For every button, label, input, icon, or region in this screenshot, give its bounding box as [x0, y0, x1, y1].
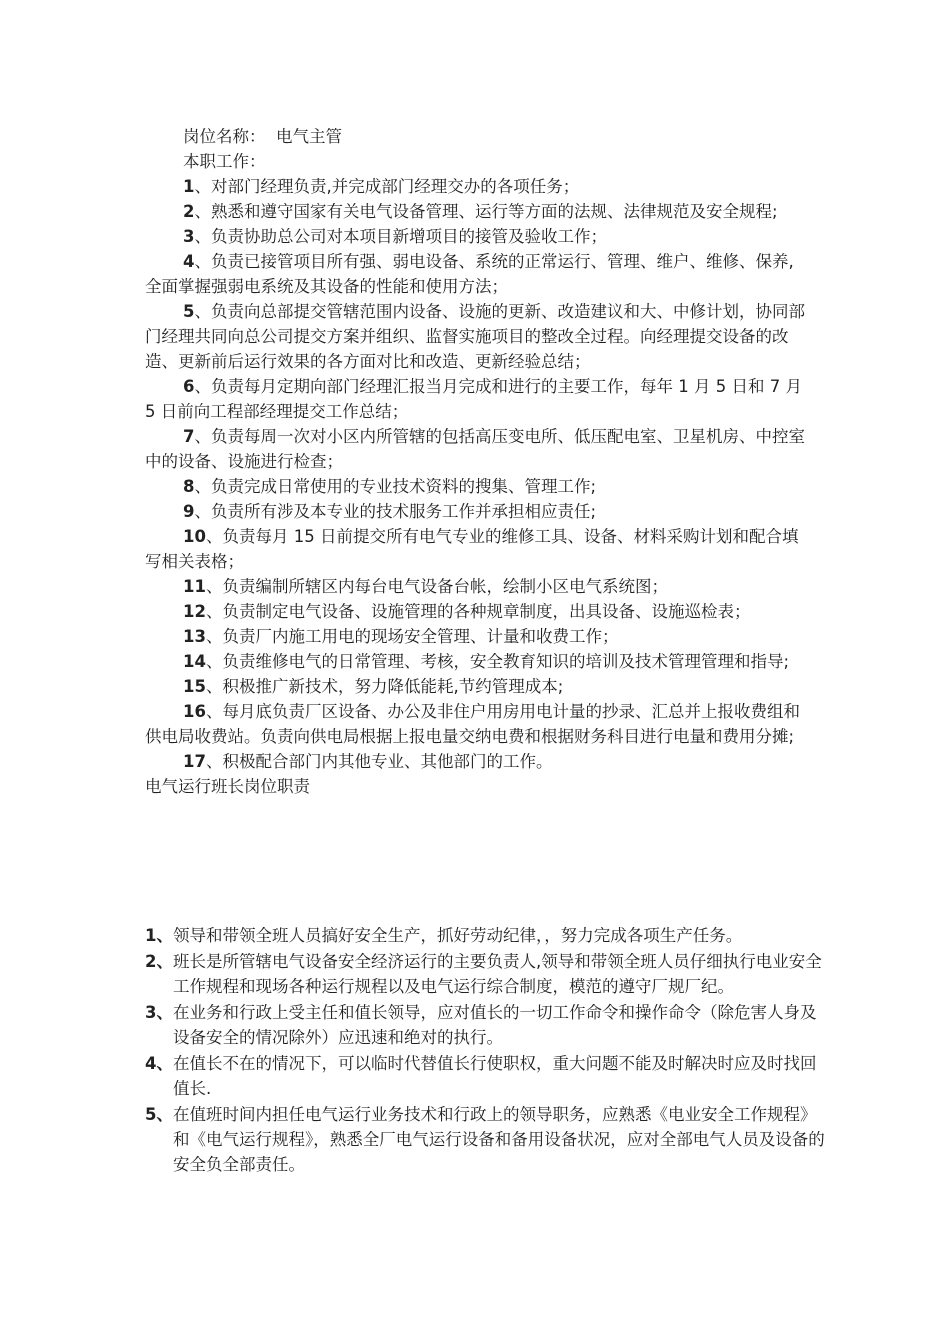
section2-item	[145, 1051, 825, 1101]
duty-text: 、负责制定电气设备、设施管理的各种规章制度，出具设备、设施巡检表；	[205, 602, 751, 621]
duty-item	[145, 599, 810, 624]
duty-item	[145, 624, 810, 649]
duty-number: 14	[183, 652, 206, 671]
duty-number: 12	[183, 602, 206, 621]
duty-number: 10	[183, 527, 206, 546]
duties-heading: 本职工作：	[183, 152, 266, 171]
section2-item-text: 领导和带领全班人员搞好安全生产，抓好劳动纪律，，努力完成各项生产任务。	[173, 926, 743, 945]
job-title-line	[145, 124, 810, 149]
duty-number: 17	[183, 752, 206, 771]
duty-number: 2	[183, 202, 195, 221]
job-description-section	[145, 124, 810, 799]
duty-number: 8	[183, 477, 195, 496]
section2-item-text: 在值班时间内担任电气运行业务技术和行政上的领导职务，应熟悉《电业安全工作规程》和《电气运行规程》，熟悉全厂电气运行设备和备用设备状况，应对全部电气人员及设备的安全负全部责任。	[173, 1105, 825, 1174]
section2-item-text: 在值长不在的情况下，可以临时代替值长行使职权，重大问题不能及时解决时应及时找回值长.	[173, 1054, 817, 1098]
duty-item	[145, 649, 810, 674]
duty-item	[145, 174, 810, 199]
duty-number: 3	[183, 227, 195, 246]
duty-text: 、负责已接管项目所有强、弱电设备、系统的正常运行、管理、维户、维修、保养,全面掌握强弱电系统及其设备的性能和使用方法；	[145, 252, 794, 296]
duty-number: 15	[183, 677, 206, 696]
section2-item-number: 1、	[145, 926, 173, 945]
section2-item	[145, 949, 825, 999]
duty-text: 、负责厂内施工用电的现场安全管理、计量和收费工作；	[205, 627, 619, 646]
duty-item	[145, 574, 810, 599]
duty-item	[145, 199, 810, 224]
section2-item-number: 2、	[145, 952, 173, 971]
duty-text: 、负责每月定期向部门经理汇报当月完成和进行的主要工作，每年 1 月 5 日和 7 月 5 日前向工程部经理提交工作总结；	[145, 377, 802, 421]
section2-item	[145, 923, 825, 948]
section2-heading: 电气运行班长岗位职责	[145, 777, 310, 796]
duty-item	[145, 374, 810, 424]
duty-text: 、积极推广新技术，努力降低能耗,节约管理成本;	[205, 677, 564, 696]
duty-number: 9	[183, 502, 195, 521]
duty-text: 、每月底负责厂区设备、办公及非住户用房用电计量的抄录、汇总并上报收费组和供电局收费站。负责向供电局根据上报电量交纳电费和根据财务科目进行电量和费用分摊;	[145, 702, 800, 746]
section2-item	[145, 1000, 825, 1050]
duty-text: 、负责向总部提交管辖范围内设备、设施的更新、改造建议和大、中修计划，协同部门经理共同向总公司提交方案并组织、监督实施项目的整改全过程。向经理提交设备的改造、更新前后运行效果的各方面对比和改造、更新经验总结；	[145, 302, 805, 371]
duty-item	[145, 249, 810, 299]
section2-item-number: 5、	[145, 1105, 173, 1124]
duty-item	[145, 699, 810, 749]
duty-text: 、负责每月 15 日前提交所有电气专业的维修工具、设备、材料采购计划和配合填写相关表格；	[145, 527, 799, 571]
duty-text: 、熟悉和遵守国家有关电气设备管理、运行等方面的法规、法律规范及安全规程;	[194, 202, 778, 221]
duty-number: 16	[183, 702, 206, 721]
duty-item	[145, 299, 810, 374]
section2-item-text: 在业务和行政上受主任和值长领导，应对值长的一切工作命令和操作命令（除危害人身及设备安全的情况除外）应迅速和绝对的执行。	[173, 1003, 817, 1047]
duty-text: 、负责每周一次对小区内所管辖的包括高压变电所、低压配电室、卫星机房、中控室中的设备、设施进行检查；	[145, 427, 805, 471]
duty-text: 、积极配合部门内其他专业、其他部门的工作。	[205, 752, 553, 771]
duties-list	[145, 174, 810, 774]
duty-item	[145, 674, 810, 699]
section2-item-number: 3、	[145, 1003, 173, 1022]
duty-item	[145, 749, 810, 774]
duty-text: 、负责完成日常使用的专业技术资料的搜集、管理工作;	[194, 477, 597, 496]
duty-number: 5	[183, 302, 195, 321]
duty-text: 、负责协助总公司对本项目新增项目的接管及验收工作；	[194, 227, 607, 246]
duty-item	[145, 224, 810, 249]
duty-number: 1	[183, 177, 195, 196]
job-title-value: 电气主管	[276, 127, 342, 146]
duty-text: 、负责编制所辖区内每台电气设备台帐，绘制小区电气系统图；	[205, 577, 668, 596]
duty-number: 6	[183, 377, 195, 396]
duty-item	[145, 499, 810, 524]
duty-item	[145, 524, 810, 574]
duty-text: 、负责所有涉及本专业的技术服务工作并承担相应责任;	[194, 502, 597, 521]
duty-number: 11	[183, 577, 206, 596]
section2-item-text: 班长是所管辖电气设备安全经济运行的主要负责人,领导和带领全班人员仔细执行电业安全工作规程和现场各种运行规程以及电气运行综合制度，模范的遵守厂规厂纪。	[173, 952, 822, 996]
duty-number: 7	[183, 427, 195, 446]
duty-item	[145, 424, 810, 474]
duty-text: 、对部门经理负责,并完成部门经理交办的各项任务；	[194, 177, 580, 196]
duty-number: 13	[183, 627, 206, 646]
section2-item	[145, 1102, 825, 1177]
job-title-label: 岗位名称：	[183, 127, 266, 146]
duty-item	[145, 474, 810, 499]
duty-number: 4	[183, 252, 195, 271]
section2-list	[145, 923, 825, 1178]
section2-item-number: 4、	[145, 1054, 173, 1073]
duty-text: 、负责维修电气的日常管理、考核，安全教育知识的培训及技术管理管理和指导;	[205, 652, 790, 671]
